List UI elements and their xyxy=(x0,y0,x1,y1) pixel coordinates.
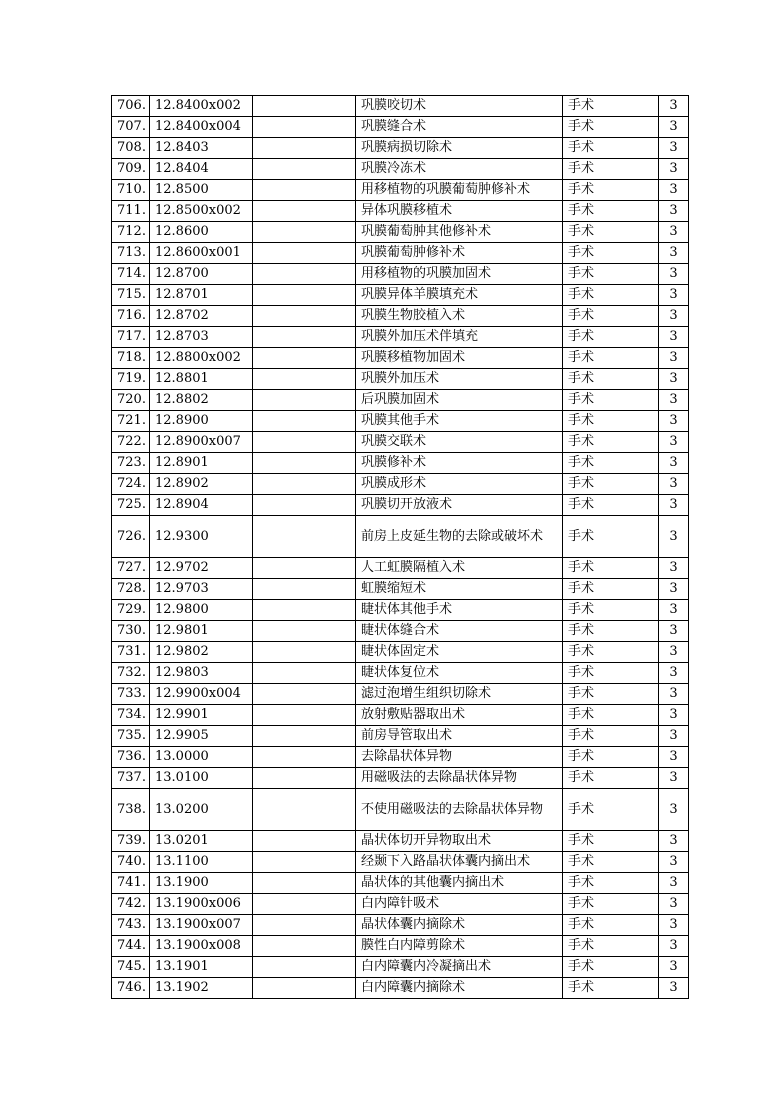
table-row xyxy=(112,180,689,201)
procedure-level: 3 xyxy=(659,957,689,978)
procedure-code: 13.0000 xyxy=(150,747,253,768)
procedure-name: 巩膜移植物加固术 xyxy=(356,348,563,369)
procedure-category: 手术 xyxy=(563,579,659,600)
row-index: 715. xyxy=(112,285,150,306)
procedure-code: 12.9702 xyxy=(150,558,253,579)
extra-code xyxy=(253,621,356,642)
row-index: 722. xyxy=(112,432,150,453)
procedure-category: 手术 xyxy=(563,117,659,138)
procedure-level: 3 xyxy=(659,600,689,621)
row-index: 723. xyxy=(112,453,150,474)
row-index: 724. xyxy=(112,474,150,495)
procedure-name: 异体巩膜移植术 xyxy=(356,201,563,222)
procedure-name: 人工虹膜隔植入术 xyxy=(356,558,563,579)
procedure-category: 手术 xyxy=(563,957,659,978)
table-row xyxy=(112,201,689,222)
procedure-level: 3 xyxy=(659,348,689,369)
procedure-code: 12.9801 xyxy=(150,621,253,642)
table-row xyxy=(112,432,689,453)
procedure-category: 手术 xyxy=(563,96,659,117)
procedure-code: 12.9900x004 xyxy=(150,684,253,705)
table-row xyxy=(112,915,689,936)
procedure-level: 3 xyxy=(659,579,689,600)
table-row xyxy=(112,642,689,663)
table-row xyxy=(112,831,689,852)
extra-code xyxy=(253,180,356,201)
procedure-category: 手术 xyxy=(563,390,659,411)
extra-code xyxy=(253,915,356,936)
procedure-level: 3 xyxy=(659,285,689,306)
extra-code xyxy=(253,117,356,138)
extra-code xyxy=(253,852,356,873)
procedure-code: 13.1900x008 xyxy=(150,936,253,957)
procedure-name: 晶状体切开异物取出术 xyxy=(356,831,563,852)
procedure-code: 12.8404 xyxy=(150,159,253,180)
procedure-name: 巩膜外加压术 xyxy=(356,369,563,390)
procedure-code: 12.8902 xyxy=(150,474,253,495)
procedure-table xyxy=(111,95,689,999)
procedure-category: 手术 xyxy=(563,474,659,495)
procedure-name: 后巩膜加固术 xyxy=(356,390,563,411)
procedure-level: 3 xyxy=(659,222,689,243)
procedure-level: 3 xyxy=(659,264,689,285)
procedure-category: 手术 xyxy=(563,915,659,936)
procedure-level: 3 xyxy=(659,495,689,516)
row-index: 710. xyxy=(112,180,150,201)
extra-code xyxy=(253,873,356,894)
table-row xyxy=(112,558,689,579)
procedure-category: 手术 xyxy=(563,978,659,999)
table-row xyxy=(112,369,689,390)
extra-code xyxy=(253,516,356,558)
procedure-level: 3 xyxy=(659,558,689,579)
table-row xyxy=(112,768,689,789)
row-index: 718. xyxy=(112,348,150,369)
table-row xyxy=(112,852,689,873)
procedure-level: 3 xyxy=(659,705,689,726)
procedure-category: 手术 xyxy=(563,495,659,516)
extra-code xyxy=(253,642,356,663)
procedure-level: 3 xyxy=(659,663,689,684)
row-index: 717. xyxy=(112,327,150,348)
procedure-category: 手术 xyxy=(563,600,659,621)
table-row xyxy=(112,411,689,432)
procedure-code: 12.8800x002 xyxy=(150,348,253,369)
table-row xyxy=(112,621,689,642)
procedure-name: 放射敷贴器取出术 xyxy=(356,705,563,726)
extra-code xyxy=(253,558,356,579)
table-row xyxy=(112,327,689,348)
procedure-name: 巩膜交联术 xyxy=(356,432,563,453)
extra-code xyxy=(253,159,356,180)
procedure-code: 12.8400x002 xyxy=(150,96,253,117)
extra-code xyxy=(253,789,356,831)
procedure-category: 手术 xyxy=(563,789,659,831)
table-row xyxy=(112,600,689,621)
extra-code xyxy=(253,390,356,411)
procedure-code: 13.0100 xyxy=(150,768,253,789)
procedure-level: 3 xyxy=(659,978,689,999)
procedure-level: 3 xyxy=(659,390,689,411)
procedure-code: 12.9800 xyxy=(150,600,253,621)
procedure-category: 手术 xyxy=(563,243,659,264)
table-row xyxy=(112,117,689,138)
row-index: 737. xyxy=(112,768,150,789)
procedure-category: 手术 xyxy=(563,642,659,663)
procedure-level: 3 xyxy=(659,852,689,873)
row-index: 713. xyxy=(112,243,150,264)
row-index: 742. xyxy=(112,894,150,915)
procedure-name: 用磁吸法的去除晶状体异物 xyxy=(356,768,563,789)
procedure-code: 12.9703 xyxy=(150,579,253,600)
procedure-code: 12.8600x001 xyxy=(150,243,253,264)
procedure-category: 手术 xyxy=(563,411,659,432)
procedure-level: 3 xyxy=(659,789,689,831)
extra-code xyxy=(253,285,356,306)
procedure-name: 巩膜生物胶植入术 xyxy=(356,306,563,327)
extra-code xyxy=(253,453,356,474)
extra-code xyxy=(253,264,356,285)
procedure-code: 13.0200 xyxy=(150,789,253,831)
extra-code xyxy=(253,96,356,117)
procedure-name: 去除晶状体异物 xyxy=(356,747,563,768)
procedure-code: 13.1900 xyxy=(150,873,253,894)
procedure-name: 膜性白内障剪除术 xyxy=(356,936,563,957)
row-index: 736. xyxy=(112,747,150,768)
procedure-code: 12.8403 xyxy=(150,138,253,159)
procedure-level: 3 xyxy=(659,894,689,915)
table-row xyxy=(112,96,689,117)
extra-code xyxy=(253,663,356,684)
procedure-name: 白内障囊内摘除术 xyxy=(356,978,563,999)
procedure-category: 手术 xyxy=(563,705,659,726)
table-row xyxy=(112,516,689,558)
procedure-level: 3 xyxy=(659,327,689,348)
extra-code xyxy=(253,978,356,999)
procedure-category: 手术 xyxy=(563,201,659,222)
table-row xyxy=(112,159,689,180)
procedure-code: 13.1900x006 xyxy=(150,894,253,915)
procedure-category: 手术 xyxy=(563,873,659,894)
procedure-name: 用移植物的巩膜加固术 xyxy=(356,264,563,285)
procedure-name: 巩膜其他手术 xyxy=(356,411,563,432)
procedure-code: 12.8700 xyxy=(150,264,253,285)
extra-code xyxy=(253,768,356,789)
procedure-category: 手术 xyxy=(563,159,659,180)
table-row xyxy=(112,243,689,264)
table-row xyxy=(112,894,689,915)
table-row xyxy=(112,390,689,411)
procedure-category: 手术 xyxy=(563,222,659,243)
procedure-code: 12.8802 xyxy=(150,390,253,411)
row-index: 714. xyxy=(112,264,150,285)
procedure-name: 不使用磁吸法的去除晶状体异物 xyxy=(356,789,563,831)
extra-code xyxy=(253,369,356,390)
procedure-level: 3 xyxy=(659,96,689,117)
procedure-category: 手术 xyxy=(563,327,659,348)
procedure-category: 手术 xyxy=(563,369,659,390)
procedure-code: 12.8702 xyxy=(150,306,253,327)
extra-code xyxy=(253,348,356,369)
procedure-level: 3 xyxy=(659,117,689,138)
procedure-level: 3 xyxy=(659,684,689,705)
table-row xyxy=(112,873,689,894)
procedure-code: 13.1901 xyxy=(150,957,253,978)
row-index: 721. xyxy=(112,411,150,432)
table-row xyxy=(112,684,689,705)
procedure-code: 12.8400x004 xyxy=(150,117,253,138)
extra-code xyxy=(253,411,356,432)
row-index: 740. xyxy=(112,852,150,873)
procedure-category: 手术 xyxy=(563,285,659,306)
extra-code xyxy=(253,894,356,915)
procedure-level: 3 xyxy=(659,642,689,663)
procedure-code: 12.9803 xyxy=(150,663,253,684)
row-index: 743. xyxy=(112,915,150,936)
row-index: 739. xyxy=(112,831,150,852)
procedure-name: 虹膜缩短术 xyxy=(356,579,563,600)
table-row xyxy=(112,138,689,159)
procedure-name: 巩膜切开放液术 xyxy=(356,495,563,516)
procedure-category: 手术 xyxy=(563,348,659,369)
procedure-category: 手术 xyxy=(563,852,659,873)
extra-code xyxy=(253,474,356,495)
procedure-name: 晶状体的其他囊内摘出术 xyxy=(356,873,563,894)
procedure-code: 12.8900x007 xyxy=(150,432,253,453)
extra-code xyxy=(253,957,356,978)
extra-code xyxy=(253,495,356,516)
procedure-level: 3 xyxy=(659,621,689,642)
procedure-code: 12.9905 xyxy=(150,726,253,747)
procedure-category: 手术 xyxy=(563,306,659,327)
procedure-category: 手术 xyxy=(563,558,659,579)
procedure-code: 12.9300 xyxy=(150,516,253,558)
procedure-name: 巩膜成形术 xyxy=(356,474,563,495)
procedure-level: 3 xyxy=(659,159,689,180)
table-row xyxy=(112,348,689,369)
procedure-name: 滤过泡增生组织切除术 xyxy=(356,684,563,705)
row-index: 711. xyxy=(112,201,150,222)
row-index: 733. xyxy=(112,684,150,705)
table-row xyxy=(112,663,689,684)
procedure-name: 睫状体固定术 xyxy=(356,642,563,663)
procedure-category: 手术 xyxy=(563,747,659,768)
procedure-level: 3 xyxy=(659,432,689,453)
procedure-code: 13.1100 xyxy=(150,852,253,873)
row-index: 741. xyxy=(112,873,150,894)
procedure-category: 手术 xyxy=(563,180,659,201)
table-row xyxy=(112,957,689,978)
procedure-level: 3 xyxy=(659,873,689,894)
procedure-code: 12.8703 xyxy=(150,327,253,348)
procedure-level: 3 xyxy=(659,474,689,495)
extra-code xyxy=(253,138,356,159)
table-row xyxy=(112,495,689,516)
procedure-code: 12.8600 xyxy=(150,222,253,243)
row-index: 725. xyxy=(112,495,150,516)
procedure-level: 3 xyxy=(659,747,689,768)
extra-code xyxy=(253,684,356,705)
procedure-level: 3 xyxy=(659,306,689,327)
table-row xyxy=(112,264,689,285)
procedure-category: 手术 xyxy=(563,621,659,642)
procedure-code: 12.8904 xyxy=(150,495,253,516)
procedure-name: 晶状体囊内摘除术 xyxy=(356,915,563,936)
table-row xyxy=(112,306,689,327)
procedure-category: 手术 xyxy=(563,768,659,789)
extra-code xyxy=(253,201,356,222)
extra-code xyxy=(253,579,356,600)
procedure-level: 3 xyxy=(659,180,689,201)
procedure-level: 3 xyxy=(659,138,689,159)
procedure-code: 12.8801 xyxy=(150,369,253,390)
procedure-name: 巩膜外加压术伴填充 xyxy=(356,327,563,348)
procedure-table-body xyxy=(112,96,689,999)
procedure-code: 13.0201 xyxy=(150,831,253,852)
row-index: 738. xyxy=(112,789,150,831)
procedure-name: 巩膜修补术 xyxy=(356,453,563,474)
procedure-code: 13.1900x007 xyxy=(150,915,253,936)
procedure-category: 手术 xyxy=(563,936,659,957)
table-row xyxy=(112,705,689,726)
row-index: 744. xyxy=(112,936,150,957)
procedure-category: 手术 xyxy=(563,726,659,747)
procedure-name: 巩膜咬切术 xyxy=(356,96,563,117)
extra-code xyxy=(253,705,356,726)
extra-code xyxy=(253,831,356,852)
extra-code xyxy=(253,747,356,768)
procedure-name: 前房上皮延生物的去除或破坏术 xyxy=(356,516,563,558)
procedure-category: 手术 xyxy=(563,453,659,474)
table-row xyxy=(112,936,689,957)
table-row xyxy=(112,453,689,474)
extra-code xyxy=(253,306,356,327)
procedure-name: 巩膜葡萄肿其他修补术 xyxy=(356,222,563,243)
row-index: 735. xyxy=(112,726,150,747)
row-index: 732. xyxy=(112,663,150,684)
procedure-code: 12.8900 xyxy=(150,411,253,432)
row-index: 728. xyxy=(112,579,150,600)
procedure-name: 睫状体其他手术 xyxy=(356,600,563,621)
table-row xyxy=(112,579,689,600)
procedure-name: 前房导管取出术 xyxy=(356,726,563,747)
procedure-name: 白内障囊内冷凝摘出术 xyxy=(356,957,563,978)
procedure-category: 手术 xyxy=(563,432,659,453)
procedure-level: 3 xyxy=(659,831,689,852)
procedure-category: 手术 xyxy=(563,831,659,852)
procedure-name: 巩膜冷冻术 xyxy=(356,159,563,180)
row-index: 716. xyxy=(112,306,150,327)
row-index: 727. xyxy=(112,558,150,579)
extra-code xyxy=(253,726,356,747)
procedure-level: 3 xyxy=(659,411,689,432)
extra-code xyxy=(253,222,356,243)
procedure-code: 12.8500x002 xyxy=(150,201,253,222)
procedure-category: 手术 xyxy=(563,264,659,285)
procedure-code: 13.1902 xyxy=(150,978,253,999)
procedure-level: 3 xyxy=(659,201,689,222)
procedure-code: 12.8701 xyxy=(150,285,253,306)
row-index: 720. xyxy=(112,390,150,411)
procedure-code: 12.8901 xyxy=(150,453,253,474)
procedure-level: 3 xyxy=(659,243,689,264)
procedure-name: 睫状体缝合术 xyxy=(356,621,563,642)
row-index: 734. xyxy=(112,705,150,726)
procedure-category: 手术 xyxy=(563,684,659,705)
row-index: 712. xyxy=(112,222,150,243)
row-index: 746. xyxy=(112,978,150,999)
procedure-name: 巩膜葡萄肿修补术 xyxy=(356,243,563,264)
procedure-category: 手术 xyxy=(563,516,659,558)
row-index: 731. xyxy=(112,642,150,663)
procedure-name: 白内障针吸术 xyxy=(356,894,563,915)
procedure-level: 3 xyxy=(659,453,689,474)
procedure-code: 12.9802 xyxy=(150,642,253,663)
table-row xyxy=(112,747,689,768)
procedure-name: 巩膜异体羊膜填充术 xyxy=(356,285,563,306)
procedure-category: 手术 xyxy=(563,894,659,915)
procedure-level: 3 xyxy=(659,516,689,558)
procedure-name: 睫状体复位术 xyxy=(356,663,563,684)
table-row xyxy=(112,222,689,243)
procedure-name: 巩膜缝合术 xyxy=(356,117,563,138)
procedure-level: 3 xyxy=(659,936,689,957)
extra-code xyxy=(253,432,356,453)
procedure-category: 手术 xyxy=(563,663,659,684)
row-index: 745. xyxy=(112,957,150,978)
extra-code xyxy=(253,600,356,621)
table-row xyxy=(112,474,689,495)
table-row xyxy=(112,978,689,999)
procedure-name: 用移植物的巩膜葡萄肿修补术 xyxy=(356,180,563,201)
row-index: 708. xyxy=(112,138,150,159)
table-row xyxy=(112,285,689,306)
row-index: 706. xyxy=(112,96,150,117)
row-index: 729. xyxy=(112,600,150,621)
row-index: 726. xyxy=(112,516,150,558)
procedure-name: 巩膜病损切除术 xyxy=(356,138,563,159)
extra-code xyxy=(253,936,356,957)
row-index: 707. xyxy=(112,117,150,138)
extra-code xyxy=(253,327,356,348)
row-index: 709. xyxy=(112,159,150,180)
procedure-level: 3 xyxy=(659,369,689,390)
procedure-name: 经颞下入路晶状体囊内摘出术 xyxy=(356,852,563,873)
procedure-level: 3 xyxy=(659,726,689,747)
procedure-level: 3 xyxy=(659,768,689,789)
procedure-category: 手术 xyxy=(563,138,659,159)
row-index: 719. xyxy=(112,369,150,390)
table-row xyxy=(112,726,689,747)
table-row xyxy=(112,789,689,831)
extra-code xyxy=(253,243,356,264)
procedure-code: 12.9901 xyxy=(150,705,253,726)
row-index: 730. xyxy=(112,621,150,642)
procedure-code: 12.8500 xyxy=(150,180,253,201)
procedure-level: 3 xyxy=(659,915,689,936)
